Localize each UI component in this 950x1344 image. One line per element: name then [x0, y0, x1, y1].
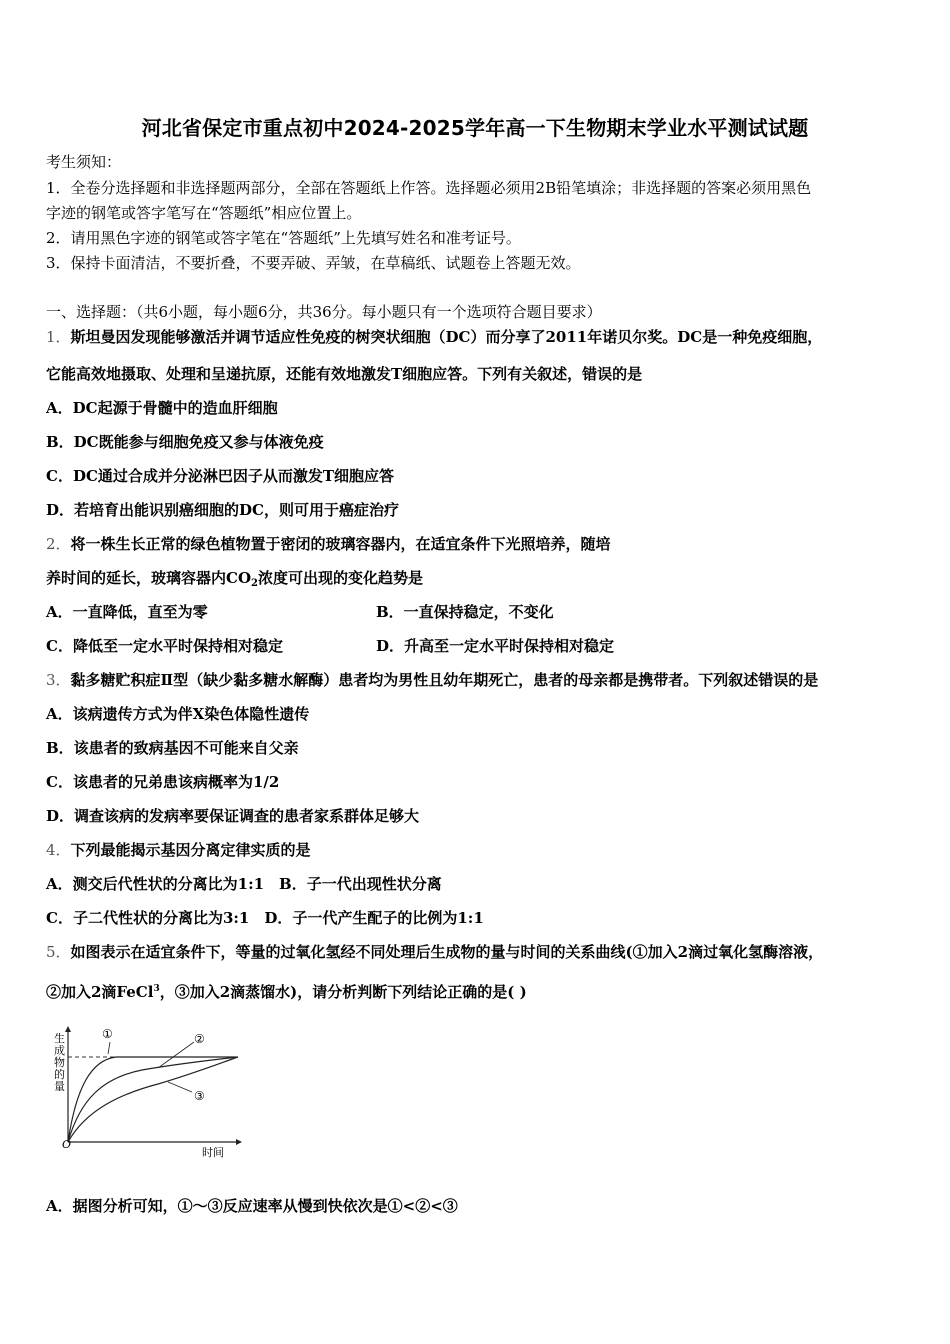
reaction-curve-figure	[46, 1018, 256, 1168]
options-4cd: C．子二代性状的分离比为3:1 D．子一代产生配子的比例为1:1	[46, 909, 484, 927]
text: 养时间的延长，玻璃容器内CO	[46, 569, 252, 587]
curve-1	[68, 1057, 236, 1142]
option-1a: A．DC起源于骨髓中的造血肝细胞	[46, 399, 278, 417]
y-label-char: 生	[54, 1032, 65, 1045]
label-leader-3	[168, 1082, 192, 1092]
question-1-cont: 它能高效地摄取、处理和呈递抗原，还能有效地激发T细胞应答。下列有关叙述，错误的是	[46, 365, 643, 383]
y-label-char: 量	[54, 1080, 65, 1093]
question-number: 3．	[46, 671, 71, 689]
option-3a: A．该病遗传方式为伴X染色体隐性遗传	[46, 705, 310, 723]
question-1	[46, 327, 822, 347]
question-number: 1．	[46, 328, 71, 346]
option-2d: D．升高至一定水平时保持相对稳定	[376, 637, 615, 655]
question-text: 斯坦曼因发现能够激活并调节适应性免疫的树突状细胞（DC）而分享了2011年诺贝尔奖。DC是一种免疫细胞，	[70, 328, 823, 346]
question-text: 将一株生长正常的绿色植物置于密闭的玻璃容器内，在适宜条件下光照培养，随培	[70, 535, 611, 553]
question-text: 如图表示在适宜条件下，等量的过氧化氢经不同处理后生成物的量与时间的关系曲线(①加入2滴过氧化氢酶溶液，	[70, 943, 824, 961]
question-2	[46, 534, 611, 554]
question-number: 5．	[46, 943, 71, 961]
subscript: 2	[251, 578, 258, 589]
question-4	[46, 840, 311, 860]
option-5a: A．据图分析可知，①～③反应速率从慢到快依次是①<②<③	[46, 1197, 458, 1215]
question-text: 下列最能揭示基因分离定律实质的是	[70, 841, 311, 859]
option-3b: B．该患者的致病基因不可能来自父亲	[46, 739, 299, 757]
y-axis-arrow	[65, 1026, 71, 1032]
y-label-char: 成	[54, 1044, 65, 1057]
notice-item-3: 3．保持卡面清洁，不要折叠，不要弄破、弄皱，在草稿纸、试题卷上答题无效。	[46, 254, 581, 272]
question-3	[46, 670, 818, 690]
option-2b: B．一直保持稳定，不变化	[376, 603, 554, 621]
x-axis-label: 时间	[202, 1146, 224, 1159]
question-5-cont	[46, 979, 527, 1002]
text: ②加入2滴FeCl	[46, 983, 154, 1001]
option-3c: C．该患者的兄弟患该病概率为1/2	[46, 773, 280, 791]
question-5	[46, 942, 823, 962]
curve-label-2: ②	[194, 1032, 205, 1046]
notice-item-1-cont: 字迹的钢笔或答字笔写在“答题纸”相应位置上。	[46, 204, 362, 222]
origin-label: O	[62, 1138, 72, 1151]
superscript: 3	[153, 984, 160, 994]
question-2-cont	[46, 568, 423, 594]
notice-item-1: 1．全卷分选择题和非选择题两部分，全部在答题纸上作答。选择题必须用2B铅笔填涂；非选择题的答案必须用黑色	[46, 179, 812, 197]
text: 浓度可出现的变化趋势是	[257, 569, 423, 587]
x-axis-arrow	[236, 1139, 242, 1145]
label-leader-1	[108, 1042, 110, 1054]
question-number: 2．	[46, 535, 71, 553]
option-2a: A．一直降低，直至为零	[46, 603, 208, 621]
question-number: 4．	[46, 841, 71, 859]
option-1b: B．DC既能参与细胞免疫又参与体液免疫	[46, 433, 324, 451]
notice-heading: 考生须知：	[46, 153, 122, 171]
y-label-char: 物	[54, 1056, 65, 1069]
y-label-char: 的	[54, 1068, 65, 1081]
notice-item-2: 2．请用黑色字迹的钢笔或答字笔在“答题纸”上先填写姓名和准考证号。	[46, 229, 521, 247]
question-text: 黏多糖贮积症Ⅱ型（缺少黏多糖水解酶）患者均为男性且幼年期死亡，患者的母亲都是携带者。下列叙述错误的是	[70, 671, 819, 689]
option-2c: C．降低至一定水平时保持相对稳定	[46, 637, 283, 655]
option-1c: C．DC通过合成并分泌淋巴因子从而激发T细胞应答	[46, 467, 395, 485]
text: ，③加入2滴蒸馏水)，请分析判断下列结论正确的是( )	[159, 983, 527, 1001]
option-1d: D．若培育出能识别癌细胞的DC，则可用于癌症治疗	[46, 501, 399, 519]
option-3d: D．调查该病的发病率要保证调查的患者家系群体足够大	[46, 807, 420, 825]
options-4ab: A．测交后代性状的分离比为1:1 B．子一代出现性状分离	[46, 875, 442, 893]
curve-label-1: ①	[102, 1027, 113, 1041]
curve-label-3: ③	[194, 1089, 205, 1103]
page-title: 河北省保定市重点初中2024-2025学年高一下生物期末学业水平测试试题	[141, 116, 809, 140]
section-heading: 一、选择题：（共6小题，每小题6分，共36分。每小题只有一个选项符合题目要求）	[46, 303, 602, 321]
